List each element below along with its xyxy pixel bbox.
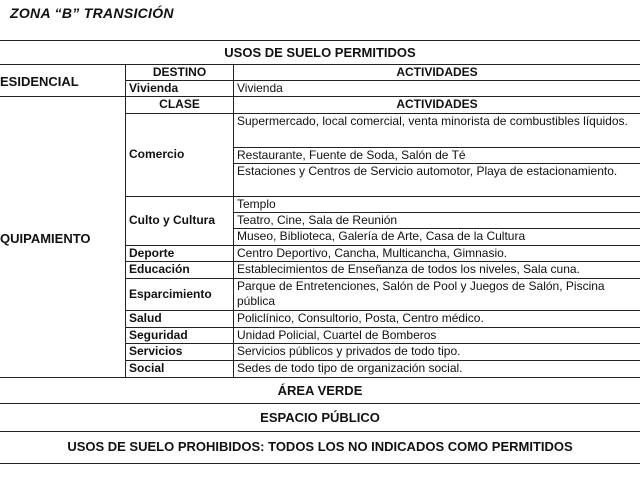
rule	[0, 40, 640, 41]
destino-vivienda: Vivienda	[129, 81, 179, 95]
rule	[0, 403, 640, 404]
prohibited-uses-row: USOS DE SUELO PROHIBIDOS: TODOS LOS NO INDICADOS COMO PERMITIDOS	[67, 439, 573, 454]
clase-label: Educación	[129, 262, 190, 276]
actividad-cell: Unidad Policial, Cuartel de Bomberos	[237, 328, 437, 342]
actividad-cell: Policlínico, Consultorio, Posta, Centro médico.	[237, 311, 484, 325]
rule	[125, 196, 640, 197]
actividad-cell: Estaciones y Centros de Servicio automotor, Playa de estacionamiento.	[237, 164, 618, 178]
clase-label: Esparcimiento	[129, 287, 212, 301]
clase-label: Comercio	[129, 147, 185, 161]
rule	[0, 377, 640, 378]
destino-header: DESTINO	[152, 65, 207, 79]
clase-label: Servicios	[129, 344, 183, 358]
actividad-cell: Centro Deportivo, Cancha, Multicancha, Gimnasio.	[237, 246, 508, 260]
actividad-cell: Templo	[237, 197, 276, 211]
actividad-cell: Museo, Biblioteca, Galería de Arte, Casa de la Cultura	[237, 229, 526, 243]
area-verde-row: ÁREA VERDE	[277, 383, 363, 398]
clase-label: Seguridad	[129, 328, 188, 342]
clase-label: Salud	[129, 311, 162, 325]
actividad-cell: Supermercado, local comercial, venta minorista de combustibles líquidos.	[237, 114, 628, 128]
rule	[0, 463, 640, 464]
actividad-vivienda: Vivienda	[237, 81, 283, 95]
rule	[0, 431, 640, 432]
zone-title: ZONA “B” TRANSICIÓN	[10, 5, 174, 21]
equipamiento-actividades-header: ACTIVIDADES	[396, 97, 478, 111]
permitted-uses-header: USOS DE SUELO PERMITIDOS	[224, 45, 416, 60]
clase-header: CLASE	[159, 97, 200, 111]
equipamiento-label: QUIPAMIENTO	[0, 231, 91, 246]
actividad-cell: Teatro, Cine, Sala de Reunión	[237, 213, 398, 227]
actividad-cell: Parque de Entretenciones, Salón de Pool y Juegos de Salón, Piscina pública	[237, 279, 605, 308]
actividad-cell: Servicios públicos y privados de todo tipo.	[237, 344, 461, 358]
residencial-actividades-header: ACTIVIDADES	[396, 65, 478, 79]
clase-label: Deporte	[129, 246, 175, 260]
residencial-label: ESIDENCIAL	[0, 74, 79, 89]
actividad-cell: Restaurante, Fuente de Soda, Salón de Té	[237, 148, 466, 162]
actividad-cell: Establecimientos de Enseñanza de todos los niveles, Sala cuna.	[237, 262, 580, 276]
clase-label: Culto y Cultura	[129, 213, 215, 227]
espacio-publico-row: ESPACIO PÚBLICO	[260, 410, 380, 425]
actividad-cell: Sedes de todo tipo de organización social.	[237, 361, 463, 375]
rule	[125, 80, 640, 81]
clase-label: Social	[129, 361, 165, 375]
